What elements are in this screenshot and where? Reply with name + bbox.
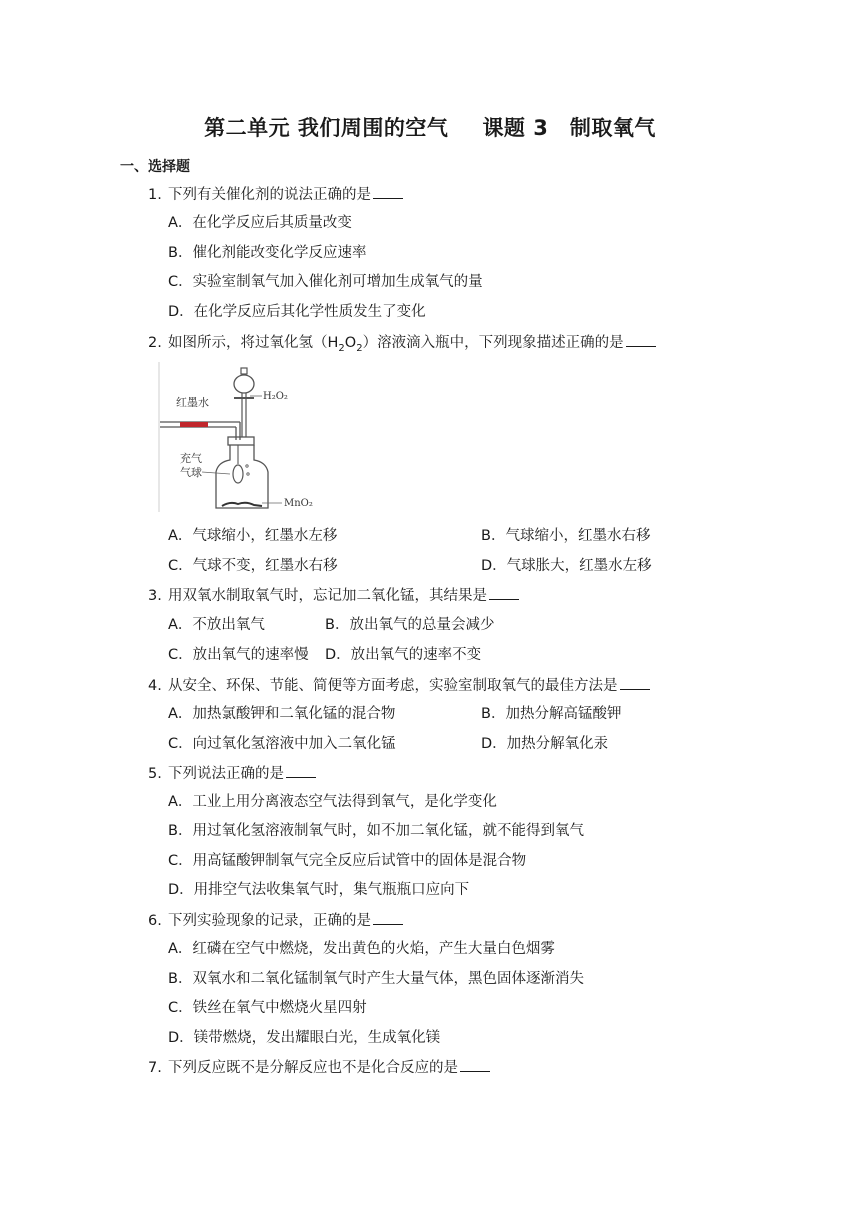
question-1 xyxy=(148,184,403,205)
question-number: 5. xyxy=(148,766,162,782)
q3-option-b: B．放出氧气的总量会减少 xyxy=(325,617,495,633)
label-red-ink: 红墨水 xyxy=(176,396,209,409)
q1-option-b: B．催化剂能改变化学反应速率 xyxy=(168,245,367,261)
answer-blank xyxy=(286,763,316,778)
lesson-title: 课题 3 制取氧气 xyxy=(482,116,656,140)
q4-option-b: B．加热分解高锰酸钾 xyxy=(481,706,622,722)
funnel-bulb xyxy=(234,375,254,393)
question-text: 下列说法正确的是 xyxy=(168,766,284,782)
question-text-c: ）溶液滴入瓶中，下列现象描述正确的是 xyxy=(362,335,624,351)
unit-title: 第二单元 我们周围的空气 xyxy=(204,116,449,140)
q1-option-a: A．在化学反应后其质量改变 xyxy=(168,215,352,231)
question-3 xyxy=(148,585,519,606)
question-4 xyxy=(148,675,650,696)
answer-blank xyxy=(626,332,656,347)
apparatus-diagram xyxy=(158,362,328,514)
answer-blank xyxy=(373,184,403,199)
q5-option-b: B．用过氧化氢溶液制氧气时，如不加二氧化锰，就不能得到氧气 xyxy=(168,823,584,839)
page-title xyxy=(0,112,860,142)
q2-option-d: D．气球胀大，红墨水左移 xyxy=(481,558,652,574)
q5-option-d: D．用排空气法收集氧气时，集气瓶瓶口应向下 xyxy=(168,882,470,898)
question-text: 用双氧水制取氧气时，忘记加二氧化锰，其结果是 xyxy=(168,588,487,604)
question-text: 从安全、环保、节能、简便等方面考虑，实验室制取氧气的最佳方法是 xyxy=(168,678,618,694)
q2-option-c: C．气球不变，红墨水右移 xyxy=(168,558,338,574)
question-2 xyxy=(148,332,656,359)
q6-option-d: D．镁带燃烧，发出耀眼白光，生成氧化镁 xyxy=(168,1030,441,1046)
answer-blank xyxy=(373,910,403,925)
question-text: 下列有关催化剂的说法正确的是 xyxy=(168,187,371,203)
question-number: 3. xyxy=(148,588,162,604)
q4-option-c: C．向过氧化氢溶液中加入二氧化锰 xyxy=(168,736,396,752)
red-ink-droplet xyxy=(180,422,208,427)
q4-option-d: D．加热分解氧化汞 xyxy=(481,736,609,752)
answer-blank xyxy=(460,1057,490,1072)
q5-option-a: A．工业上用分离液态空气法得到氧气，是化学变化 xyxy=(168,794,497,810)
label-h2o2: H₂O₂ xyxy=(263,391,288,402)
answer-blank xyxy=(489,585,519,600)
section-heading: 一、选择题 xyxy=(120,159,190,175)
q3-option-c: C．放出氧气的速率慢 xyxy=(168,647,309,663)
question-number: 2. xyxy=(148,335,162,351)
label-balloon-2: 气球 xyxy=(180,466,202,479)
question-5 xyxy=(148,763,316,784)
q1-option-c: C．实验室制氧气加入催化剂可增加生成氧气的量 xyxy=(168,274,483,290)
question-6 xyxy=(148,910,403,931)
bottle xyxy=(216,445,268,508)
q2-option-b: B．气球缩小，红墨水右移 xyxy=(481,528,651,544)
q6-option-c: C．铁丝在氧气中燃烧火星四射 xyxy=(168,1000,367,1016)
q1-option-d: D．在化学反应后其化学性质发生了变化 xyxy=(168,304,426,320)
question-text: 下列实验现象的记录，正确的是 xyxy=(168,913,371,929)
q2-option-a: A．气球缩小，红墨水左移 xyxy=(168,528,338,544)
question-number: 1. xyxy=(148,187,162,203)
question-number: 4. xyxy=(148,678,162,694)
q5-option-c: C．用高锰酸钾制氧气完全反应后试管中的固体是混合物 xyxy=(168,853,527,869)
question-text: 下列反应既不是分解反应也不是化合反应的是 xyxy=(168,1060,458,1076)
question-number: 6. xyxy=(148,913,162,929)
question-7 xyxy=(148,1057,490,1078)
q6-option-b: B．双氧水和二氧化锰制氧气时产生大量气体，黑色固体逐渐消失 xyxy=(168,971,584,987)
q4-option-a: A．加热氯酸钾和二氧化锰的混合物 xyxy=(168,706,396,722)
q6-option-a: A．红磷在空气中燃烧，发出黄色的火焰，产生大量白色烟雾 xyxy=(168,941,555,957)
answer-blank xyxy=(620,675,650,690)
question-number: 7. xyxy=(148,1060,162,1076)
question-text-a: 如图所示，将过氧化氢（H xyxy=(168,335,339,351)
subscript: 2 xyxy=(356,342,363,354)
label-balloon-1: 充气 xyxy=(180,452,202,465)
question-text-b: O xyxy=(344,335,357,351)
balloon xyxy=(233,465,243,483)
subscript: 2 xyxy=(338,342,345,354)
q3-option-d: D．放出氧气的速率不变 xyxy=(325,647,482,663)
label-mno2: MnO₂ xyxy=(284,498,313,509)
q3-option-a: A．不放出氧气 xyxy=(168,617,265,633)
